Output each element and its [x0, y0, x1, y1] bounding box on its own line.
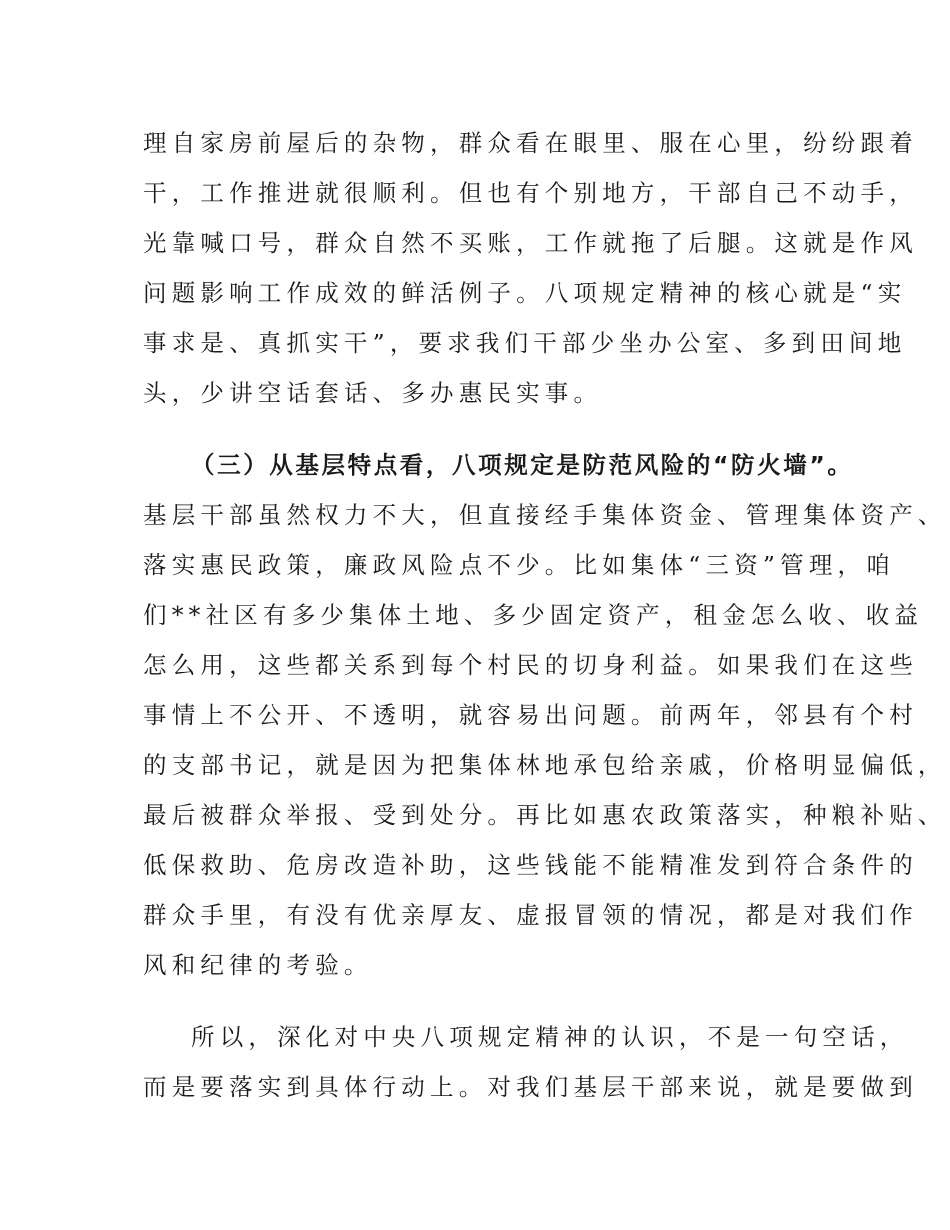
paragraph-3	[143, 1016, 918, 1116]
paragraph-spacing	[143, 994, 811, 1016]
text-line: 头，少讲空话套话、多办惠民实事。	[143, 379, 603, 407]
text-line: 低保救助、危房改造补助，这些钱能不能精准发到符合条件的	[143, 851, 918, 879]
text-line: 问题影响工作成效的鲜活例子。八项规定精神的核心就是“实	[143, 279, 907, 307]
text-line: 而是要落实到具体行动上。对我们基层干部来说，就是要做到	[143, 1073, 918, 1101]
text-line: 事求是、真抓实干”，要求我们干部少坐办公室、多到田间地	[143, 329, 907, 357]
text-line: 光靠喊口号，群众自然不买账，工作就拖了后腿。这就是作风	[143, 229, 918, 257]
text-line: 落实惠民政策，廉政风险点不少。比如集体“三资”管理，咱	[143, 551, 895, 579]
text-line: 怎么用，这些都关系到每个村民的切身利益。如果我们在这些	[143, 651, 918, 679]
text-line: 理自家房前屋后的杂物，群众看在眼里、服在心里，纷纷跟着	[143, 129, 918, 157]
text-line: 的支部书记，就是因为把集体林地承包给亲戚，价格明显偏低，	[143, 751, 947, 779]
document-body	[143, 122, 947, 1116]
text-line: 风和纪律的考验。	[143, 951, 373, 979]
text-line: 干，工作推进就很顺利。但也有个别地方，干部自己不动手，	[143, 179, 918, 207]
text-line: 们**社区有多少集体土地、多少固定资产，租金怎么收、收益	[143, 601, 924, 629]
paragraph-1	[143, 122, 918, 422]
text-line: 群众手里，有没有优亲厚友、虚报冒领的情况，都是对我们作	[143, 901, 918, 929]
section-heading: （三）从基层特点看，八项规定是防范风险的“防火墙”。	[191, 451, 854, 479]
text-line: 最后被群众举报、受到处分。再比如惠农政策落实，种粮补贴、	[143, 801, 947, 829]
text-line: 事情上不公开、不透明，就容易出问题。前两年，邻县有个村	[143, 701, 918, 729]
text-line: 基层干部虽然权力不大，但直接经手集体资金、管理集体资产、	[143, 501, 947, 529]
text-line: 所以，深化对中央八项规定精神的认识，不是一句空话，	[191, 1023, 909, 1051]
paragraph-spacing	[143, 422, 811, 444]
paragraph-2	[143, 494, 947, 994]
